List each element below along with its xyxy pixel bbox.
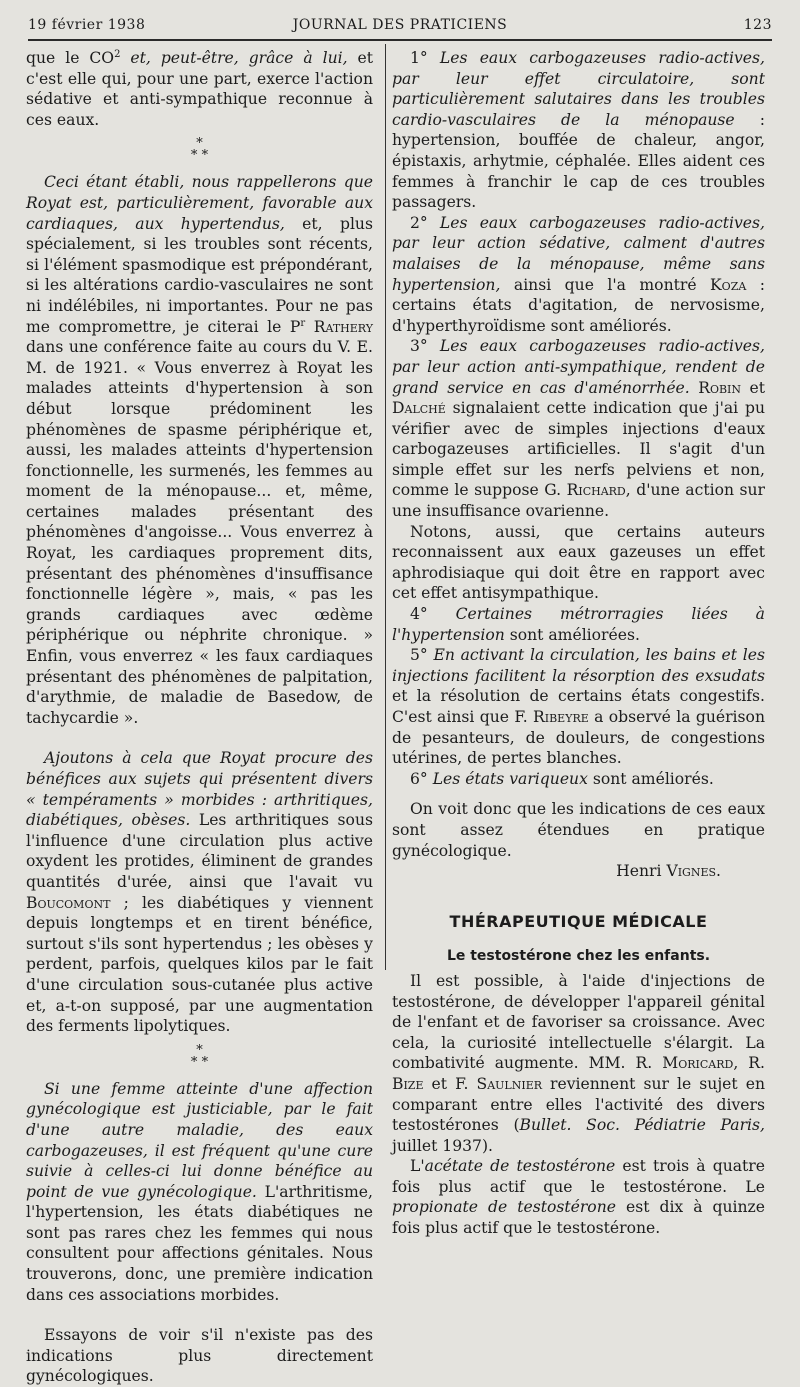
header-date: 19 février 1938	[28, 17, 146, 33]
list-item-3: 3° Les eaux carbogazeuses radio-actives, par leur action anti-sympathique, rendent de grand service en cas d'aménorrhée. Robin et Dalché signalaient cette indication que j'ai pu vérifier avec de simples injections d'eaux carbogazeuses artificielles. Il s'agit d'un simple effet sur les nerfs pelviens et non, comme le suppose G. Richard, d'une action sur une insuffisance ovarienne.	[392, 337, 765, 521]
paragraph-affection-gynecologique: Si une femme atteinte d'une affection gynécologique est justiciable, par le fait d'une autre maladie, des eaux carbogazeuses, il est fréquent qu'une cure suivie à celles-ci lui donne bénéfice au point de vue gynécologique. L'arthritisme, l'hypertension, les états diabétiques ne sont pas rares chez les femmes qui nous consultent pour affections génitales. Nous trouverons, donc, une première indication dans ces associations morbides.	[26, 1079, 373, 1304]
paragraph-notons: Notons, aussi, que certains auteurs reconnaissent aux eaux gazeuses un effet aphrodisiaque qui doit être en rapport avec cet effet antisympathique.	[392, 522, 765, 603]
page-header	[28, 14, 772, 36]
asterism-divider-2: * * *	[190, 1042, 209, 1070]
list-item-1: 1° Les eaux carbogazeuses radio-actives, par leur effet circulatoire, sont particulièrement salutaires dans les troubles cardio-vasculaires de la ménopause : hypertension, bouffée de chaleur, angor, épistaxis, arhytmie, céphalée. Elles aident ces femmes à franchir le cap de ces troubles passagers.	[392, 49, 765, 212]
header-journal-title: JOURNAL DES PRATICIENS	[292, 17, 508, 33]
section-title: THÉRAPEUTIQUE MÉDICALE	[449, 911, 708, 931]
list-item-4: 4° Certaines métrorragies liées à l'hypertension sont améliorées.	[392, 605, 765, 644]
paragraph-essayons: Essayons de voir s'il n'existe pas des indications plus directement gynécologiques.	[26, 1326, 373, 1386]
list-item-6: 6° Les états variqueux sont améliorés.	[410, 769, 714, 788]
list-item-5: 5° En activant la circulation, les bains et les injections facilitent la résorption des exsudats et la résolution de certains états congestifs. C'est ainsi que F. Ribeyre a observé la guérison de pesanteurs, de douleurs, de congestions utérines, de pertes blanches.	[392, 646, 765, 768]
list-item-2: 2° Les eaux carbogazeuses radio-actives, par leur action sédative, calment d'autres malaises de la ménopause, même sans hypertension, ainsi que l'a montré Koza : certains états d'agitation, de nervosisme, d'hyperthyroïdisme sont améliorés.	[392, 213, 766, 335]
header-page-number: 123	[743, 17, 772, 33]
paragraph-royat-cardiaques: Ceci étant établi, nous rappellerons que Royat est, particulièrement, favorable aux cardiaques, aux hypertendus, et, plus spécialement, si les troubles sont récents, si l'élément spasmodique est prépondérant, si les altérations cardio-vasculaires ne sont ni indélébiles, ni importantes. Pour ne pas me compromettre, je citerai le $P^r$ Rathery dans une conférence faite au cours du V. E. M. de 1921. « Vous enverrez à Royat les malades atteints d'hypertension à son début lorsque prédominent les phénomènes de spasme périphérique et, aussi, les malades atteints d'hypertension fonctionnelle, les surmenés, les femmes au moment de la ménopause... et, même, certaines malades présentant des phénomènes d'angoisse... Vous enverrez à Royat, les cardiaques proprement dits, présentant des phénomènes d'insuffisance fonctionnelle légère », mais, « pas les grands cardiaques avec œdème périphérique ou néphrite chronique. » Enfin, vous enverrez « les faux cardiaques présentant des phénomènes de palpitation, d'arythmie, de maladie de Basedow, de tachycardie ».	[26, 173, 373, 727]
paragraph-testosterone-2: L'acétate de testostérone est trois à quatre fois plus actif que le testostérone. Le propionate de testostérone est dix à quinze fois plus actif que le testostérone.	[392, 1157, 766, 1238]
right-column	[392, 48, 765, 1239]
article-title: Le testostérone chez les enfants.	[446, 948, 711, 965]
paragraph-testosterone-1: Il est possible, à l'aide d'injections de testostérone, de développer l'appareil génital de l'enfant et de favoriser sa croissance. Avec cela, la curiosité intellectuelle s'élargit. La combativité augmente. MM. R. Moricard, R. Bize et F. Saulnier reviennent sur le sujet en comparant entre elles l'activité des divers testostérones (Bullet. Soc. Pédiatrie Paris, juillet 1937).	[392, 971, 765, 1155]
asterism-divider: * * *	[190, 136, 209, 164]
paragraph-on-voit: On voit donc que les indications de ces eaux sont assez étendues en pratique gynécologique.	[392, 800, 765, 860]
author-signature: Henri Vignes.	[616, 862, 721, 881]
paragraph-co2: que le $CO^2$ et, peut-être, grâce à lui, et c'est elle qui, pour une part, exerce l'action sédative et anti-sympathique reconnue à ces eaux.	[26, 48, 374, 129]
column-divider	[385, 44, 386, 970]
header-rule	[28, 39, 772, 41]
left-column	[26, 48, 373, 1387]
paragraph-temperaments: Ajoutons à cela que Royat procure des bénéfices aux sujets qui présentent divers « tempéraments » morbides : arthritiques, diabétiques, obèses. Les arthritiques sous l'influence d'une circulation plus active oxydent les protides, éliminent de grandes quantités d'urée, ainsi que l'avait vu Boucomont ; les diabétiques y viennent depuis longtemps et en tirent bénéfice, surtout s'ils sont hypertendus ; les obèses y perdent, parfois, quelques kilos par le fait d'une circulation sous-cutanée plus active et, a-t-on supposé, par une augmentation des ferments lipolytiques.	[26, 749, 373, 1036]
